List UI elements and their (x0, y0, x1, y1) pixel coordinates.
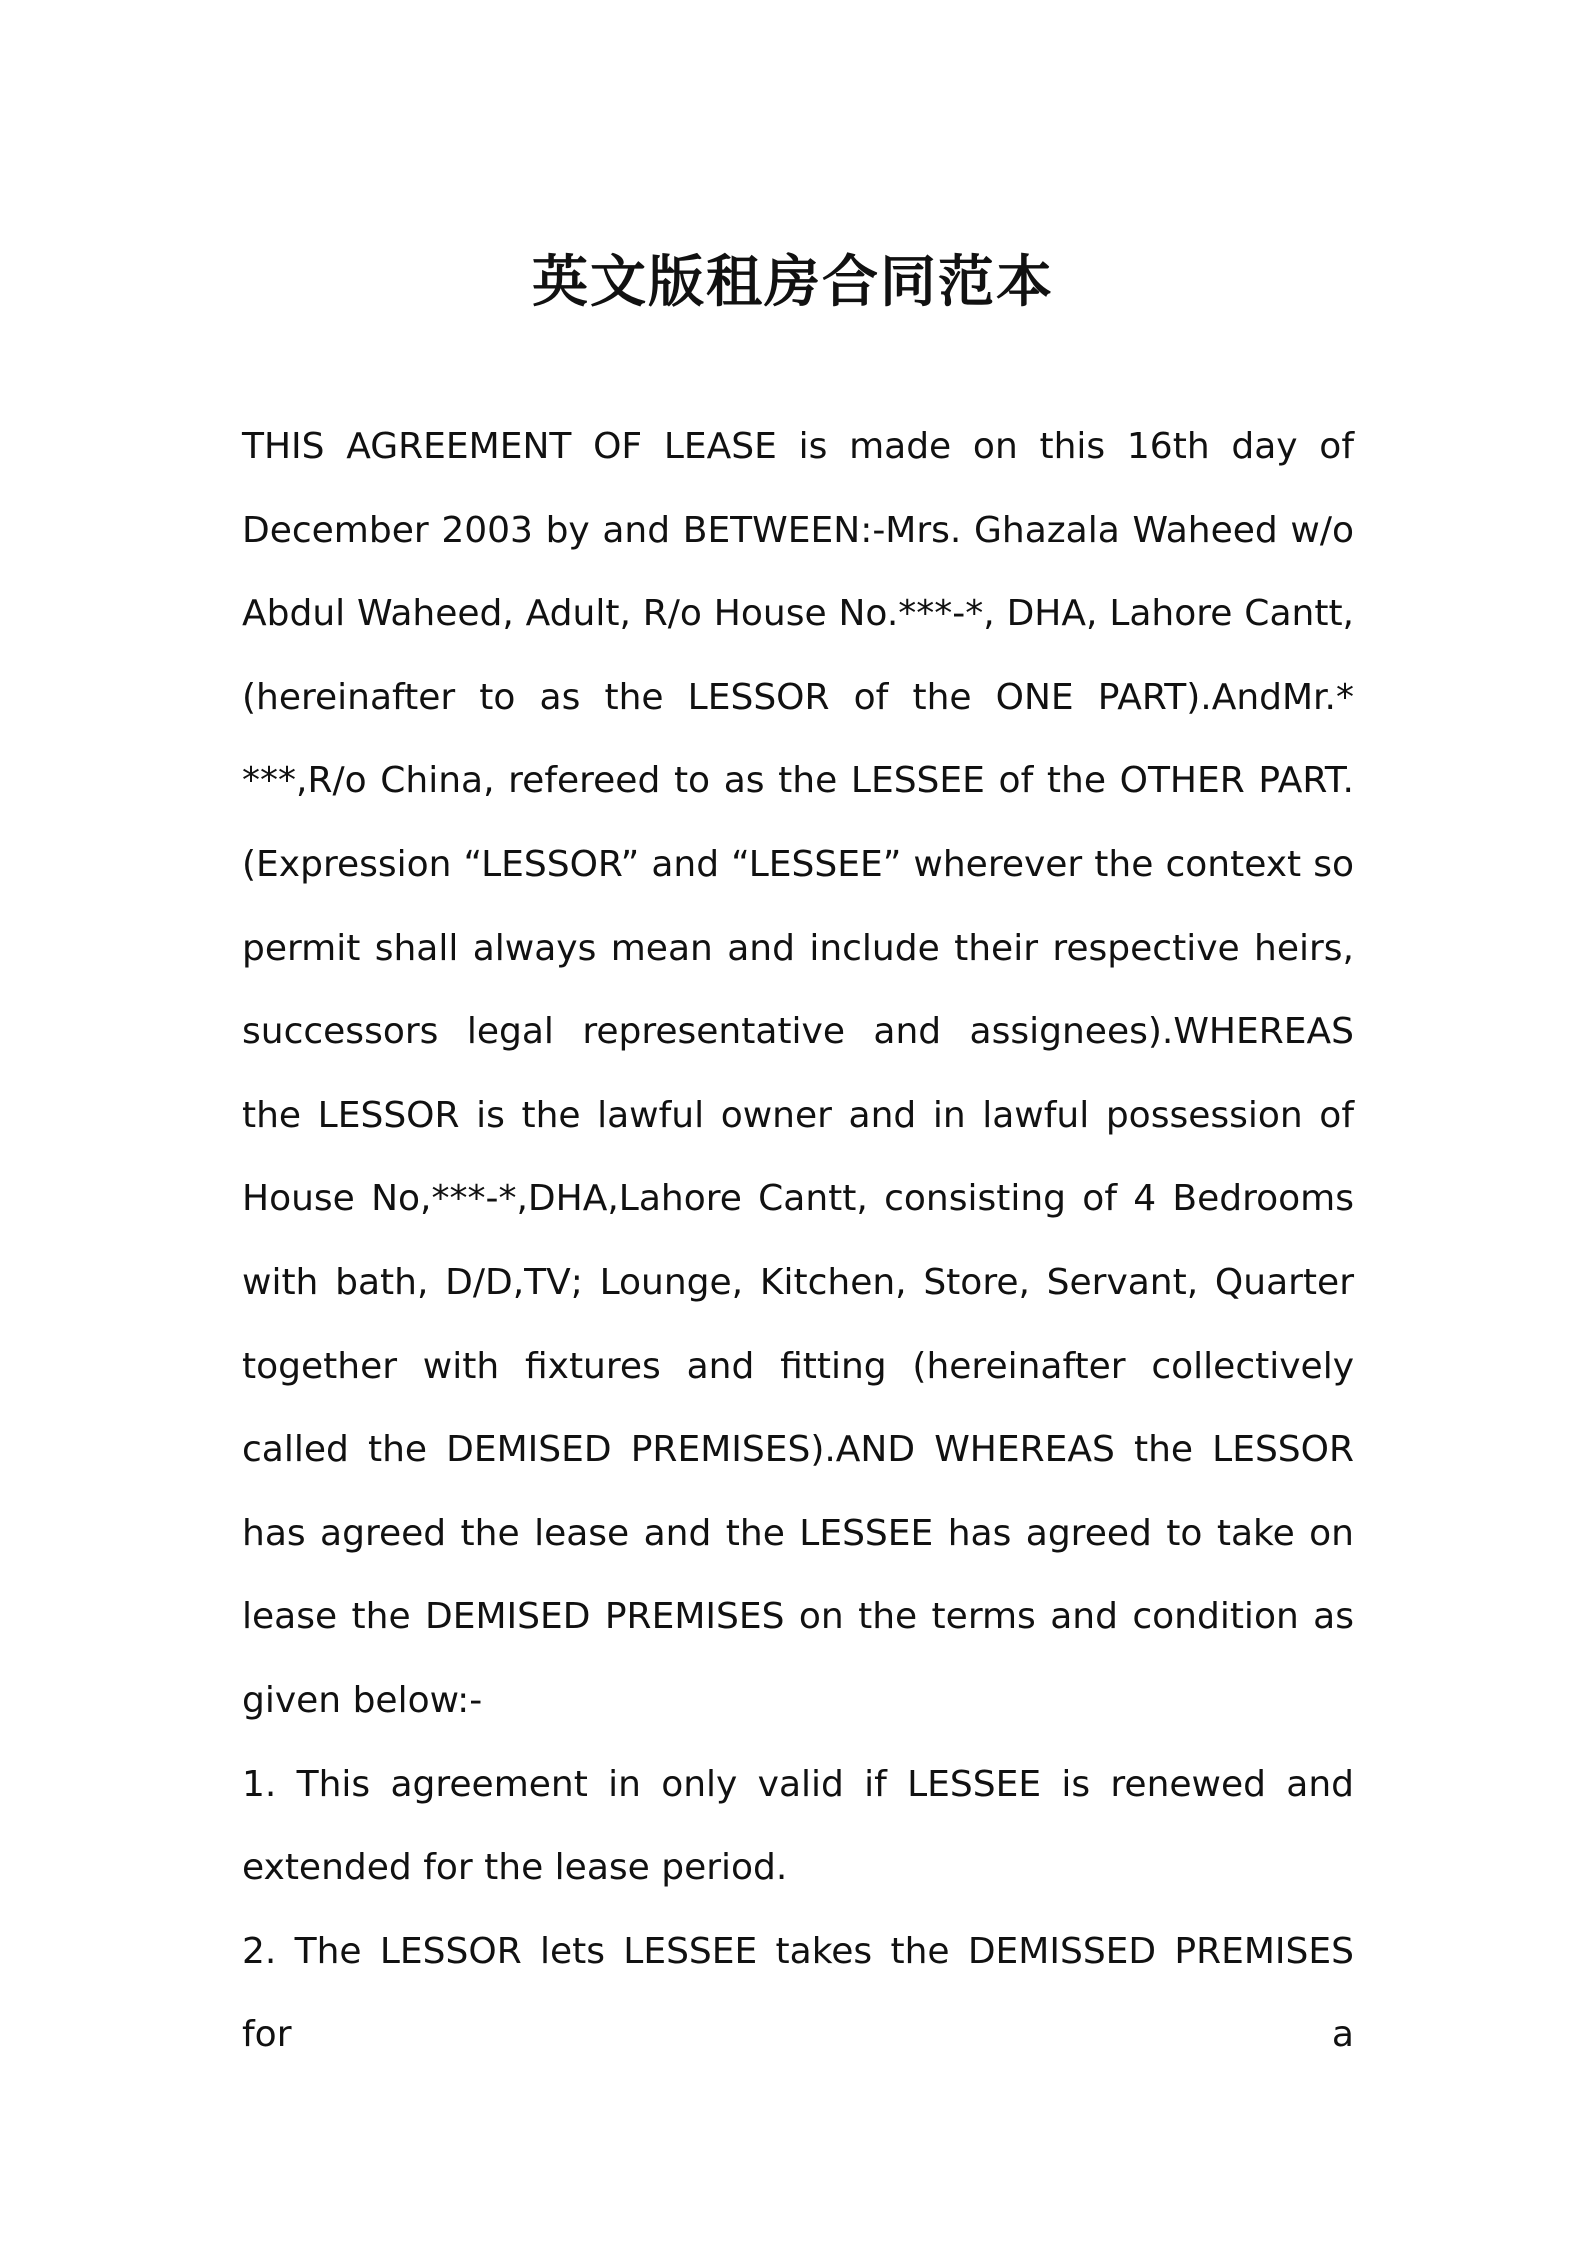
clause-2: 2. The LESSOR lets LESSEE takes the DEMISSED PREMISES for a (242, 1930, 1354, 2056)
intro-paragraph: THIS AGREEMENT OF LEASE is made on this 16th day of December 2003 by and BETWEEN:-Mrs. Ghazala Waheed w/o Abdul Waheed, Adult, R/o House No.***-*, DHA, Lahore Cantt, (hereinafter to as the LESSOR of the ONE PART).AndMr.* ***,R/o China, refereed to as the LESSEE of the OTHER PART.(Expression “LESSOR” and “LESSEE” wherever the context so permit shall always mean and include their respective heirs, successors legal representative and assignees).WHEREAS the LESSOR is the lawful owner and in lawful possession of House No,***-*,DHA,Lahore Cantt, consisting of 4 Bedrooms with bath, D/D,TV; Lounge, Kitchen, Store, Servant, Quarter together with fixtures and fitting (hereinafter collectively called the DEMISED PREMISES).AND WHEREAS the LESSOR has agreed the lease and the LESSEE has agreed to take on lease the DEMISED PREMISES on the terms and condition as given below:- (242, 426, 1354, 1721)
document-title: 英文版租房合同范本 (532, 249, 1054, 315)
document-body (242, 405, 1354, 2077)
clause-1: 1. This agreement in only valid if LESSEE is renewed and extended for the lease period. (242, 1763, 1354, 1889)
